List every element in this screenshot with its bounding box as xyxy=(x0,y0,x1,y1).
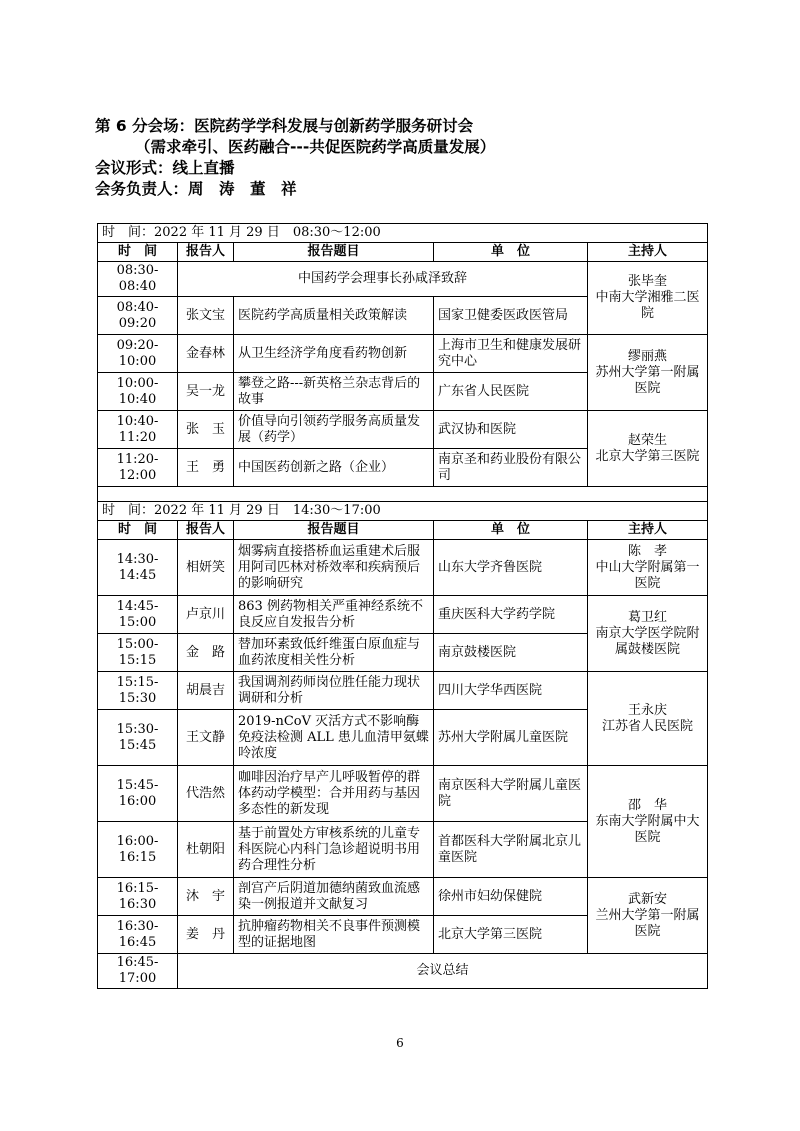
spacer-row xyxy=(98,487,708,502)
topic-cell: 抗肿瘤药物相关不良事件预测模型的证据地图 xyxy=(234,916,434,954)
time-cell: 16:30-16:45 xyxy=(98,916,178,954)
host-cell xyxy=(588,411,708,487)
col-header-topic: 报告题目 xyxy=(234,243,434,262)
host-affiliation: 东南大学附属中大医院 xyxy=(595,813,700,845)
host-name: 张毕奎 xyxy=(628,274,668,289)
topic-cell: 烟雾病直接搭桥血运重建术后服用阿司匹林对桥效率和疾病预后的影响研究 xyxy=(234,540,434,596)
time-cell: 15:30-15:45 xyxy=(98,710,178,766)
col-header-time: 时 间 xyxy=(98,521,178,540)
topic-cell: 基于前置处方审核系统的儿童专科医院心内科门急诊超说明书用药合理性分析 xyxy=(234,822,434,878)
host-affiliation: 南京大学医学院附属鼓楼医院 xyxy=(595,625,700,657)
speaker-cell: 张文宝 xyxy=(178,297,234,335)
topic-cell: 中国医药创新之路（企业） xyxy=(234,449,434,487)
time-cell: 16:45-17:00 xyxy=(98,954,178,989)
unit-cell: 南京鼓楼医院 xyxy=(434,634,588,672)
time-cell: 10:00-10:40 xyxy=(98,373,178,411)
unit-cell: 武汉协和医院 xyxy=(434,411,588,449)
unit-cell: 徐州市妇幼保健院 xyxy=(434,878,588,916)
col-header-host: 主持人 xyxy=(588,521,708,540)
col-header-unit: 单 位 xyxy=(434,521,588,540)
unit-cell: 上海市卫生和健康发展研究中心 xyxy=(434,335,588,373)
host-cell xyxy=(588,262,708,335)
host-name: 邵 华 xyxy=(628,797,668,813)
time-cell: 14:30-14:45 xyxy=(98,540,178,596)
speaker-cell: 金春林 xyxy=(178,335,234,373)
col-header-speaker: 报告人 xyxy=(178,243,234,262)
unit-cell: 重庆医科大学药学院 xyxy=(434,596,588,634)
host-cell xyxy=(588,766,708,878)
host-name: 王永庆 xyxy=(628,702,668,718)
time-cell: 10:40-11:20 xyxy=(98,411,178,449)
topic-cell: 医院药学高质量相关政策解读 xyxy=(234,297,434,335)
spacer-cell xyxy=(98,487,708,502)
col-header-unit: 单 位 xyxy=(434,243,588,262)
host-cell xyxy=(588,540,708,596)
unit-cell: 广东省人民医院 xyxy=(434,373,588,411)
host-cell xyxy=(588,335,708,411)
responsible-persons: 会务负责人：周 涛 董 祥 xyxy=(95,180,297,198)
host-name: 陈 孝 xyxy=(628,543,668,559)
host-cell xyxy=(588,672,708,766)
time-cell: 09:20-10:00 xyxy=(98,335,178,373)
unit-cell: 南京医科大学附属儿童医院 xyxy=(434,766,588,822)
table-row xyxy=(98,411,708,449)
host-affiliation: 北京大学第三医院 xyxy=(595,448,700,464)
afternoon-header-row xyxy=(98,521,708,540)
col-header-time: 时 间 xyxy=(98,243,178,262)
topic-cell: 我国调剂药师岗位胜任能力现状调研和分析 xyxy=(234,672,434,710)
speaker-cell: 姜 丹 xyxy=(178,916,234,954)
time-cell: 16:15-16:30 xyxy=(98,878,178,916)
table-row xyxy=(98,878,708,916)
meeting-format: 会议形式：线上直播 xyxy=(95,159,235,177)
schedule-table xyxy=(97,223,708,989)
topic-cell: 剖宫产后阴道加德纳菌致血流感染一例报道并文献复习 xyxy=(234,878,434,916)
host-affiliation: 苏州大学第一附属医院 xyxy=(595,364,700,396)
session-subtitle: （需求牵引、医药融合---共促医院药学高质量发展） xyxy=(135,138,496,156)
unit-cell: 山东大学齐鲁医院 xyxy=(434,540,588,596)
speaker-cell: 胡晨吉 xyxy=(178,672,234,710)
speaker-cell: 代浩然 xyxy=(178,766,234,822)
col-header-speaker: 报告人 xyxy=(178,521,234,540)
unit-cell: 北京大学第三医院 xyxy=(434,916,588,954)
table-row xyxy=(98,954,708,989)
time-cell: 15:45-16:00 xyxy=(98,766,178,822)
host-cell xyxy=(588,596,708,672)
unit-cell: 四川大学华西医院 xyxy=(434,672,588,710)
speaker-cell: 吴一龙 xyxy=(178,373,234,411)
afternoon-date-banner: 时 间：2022 年 11 月 29 日 14:30～17:00 xyxy=(98,502,708,521)
time-cell: 14:45-15:00 xyxy=(98,596,178,634)
time-cell: 15:00-15:15 xyxy=(98,634,178,672)
page-number: 6 xyxy=(396,1036,404,1050)
topic-cell: 863 例药物相关严重神经系统不良反应自发报告分析 xyxy=(234,596,434,634)
topic-cell: 2019-nCoV 灭活方式不影响酶免疫法检测 ALL 患儿血清甲氨蝶呤浓度 xyxy=(234,710,434,766)
unit-cell: 苏州大学附属儿童医院 xyxy=(434,710,588,766)
table-row xyxy=(98,540,708,596)
table-row xyxy=(98,766,708,822)
speaker-cell: 张 玉 xyxy=(178,411,234,449)
host-name: 武新安 xyxy=(628,891,668,907)
time-cell: 16:00-16:15 xyxy=(98,822,178,878)
opening-speech-cell: 中国药学会理事长孙咸泽致辞 xyxy=(178,262,588,297)
time-cell: 08:40-09:20 xyxy=(98,297,178,335)
session-header xyxy=(95,116,495,200)
speaker-cell: 相妍笑 xyxy=(178,540,234,596)
morning-header-row xyxy=(98,243,708,262)
table-row xyxy=(98,335,708,373)
host-cell xyxy=(588,878,708,954)
host-affiliation: 江苏省人民医院 xyxy=(602,718,694,734)
topic-cell: 从卫生经济学角度看药物创新 xyxy=(234,335,434,373)
speaker-cell: 王 勇 xyxy=(178,449,234,487)
time-cell: 15:15-15:30 xyxy=(98,672,178,710)
table-row xyxy=(98,262,708,297)
host-affiliation: 兰州大学第一附属医院 xyxy=(595,907,700,939)
host-name: 缪丽燕 xyxy=(628,348,668,364)
session-title: 第 6 分会场：医院药学学科发展与创新药学服务研讨会 xyxy=(95,117,474,135)
speaker-cell: 王文静 xyxy=(178,710,234,766)
time-cell: 08:30-08:40 xyxy=(98,262,178,297)
unit-cell: 国家卫健委医政医管局 xyxy=(434,297,588,335)
speaker-cell: 沐 宇 xyxy=(178,878,234,916)
host-affiliation: 中山大学附属第一医院 xyxy=(595,559,700,591)
host-name: 葛卫红 xyxy=(628,609,668,625)
time-cell: 11:20-12:00 xyxy=(98,449,178,487)
unit-cell: 首都医科大学附属北京儿童医院 xyxy=(434,822,588,878)
host-name: 赵荣生 xyxy=(628,432,668,448)
host-affiliation: 中南大学湘雅二医院 xyxy=(595,290,700,321)
unit-cell: 南京圣和药业股份有限公司 xyxy=(434,449,588,487)
table-row xyxy=(98,672,708,710)
topic-cell: 攀登之路---新英格兰杂志背后的故事 xyxy=(234,373,434,411)
speaker-cell: 杜朝阳 xyxy=(178,822,234,878)
col-header-host: 主持人 xyxy=(588,243,708,262)
table-row xyxy=(98,596,708,634)
speaker-cell: 卢京川 xyxy=(178,596,234,634)
speaker-cell: 金 路 xyxy=(178,634,234,672)
topic-cell: 价值导向引领药学服务高质量发展（药学） xyxy=(234,411,434,449)
afternoon-banner-row xyxy=(98,502,708,521)
morning-date-banner: 时 间：2022 年 11 月 29 日 08:30～12:00 xyxy=(98,224,708,243)
closing-cell: 会议总结 xyxy=(178,954,708,989)
topic-cell: 替加环素致低纤维蛋白原血症与血药浓度相关性分析 xyxy=(234,634,434,672)
morning-banner-row xyxy=(98,224,708,243)
col-header-topic: 报告题目 xyxy=(234,521,434,540)
topic-cell: 咖啡因治疗早产儿呼吸暂停的群体药动学模型：合并用药与基因多态性的新发现 xyxy=(234,766,434,822)
